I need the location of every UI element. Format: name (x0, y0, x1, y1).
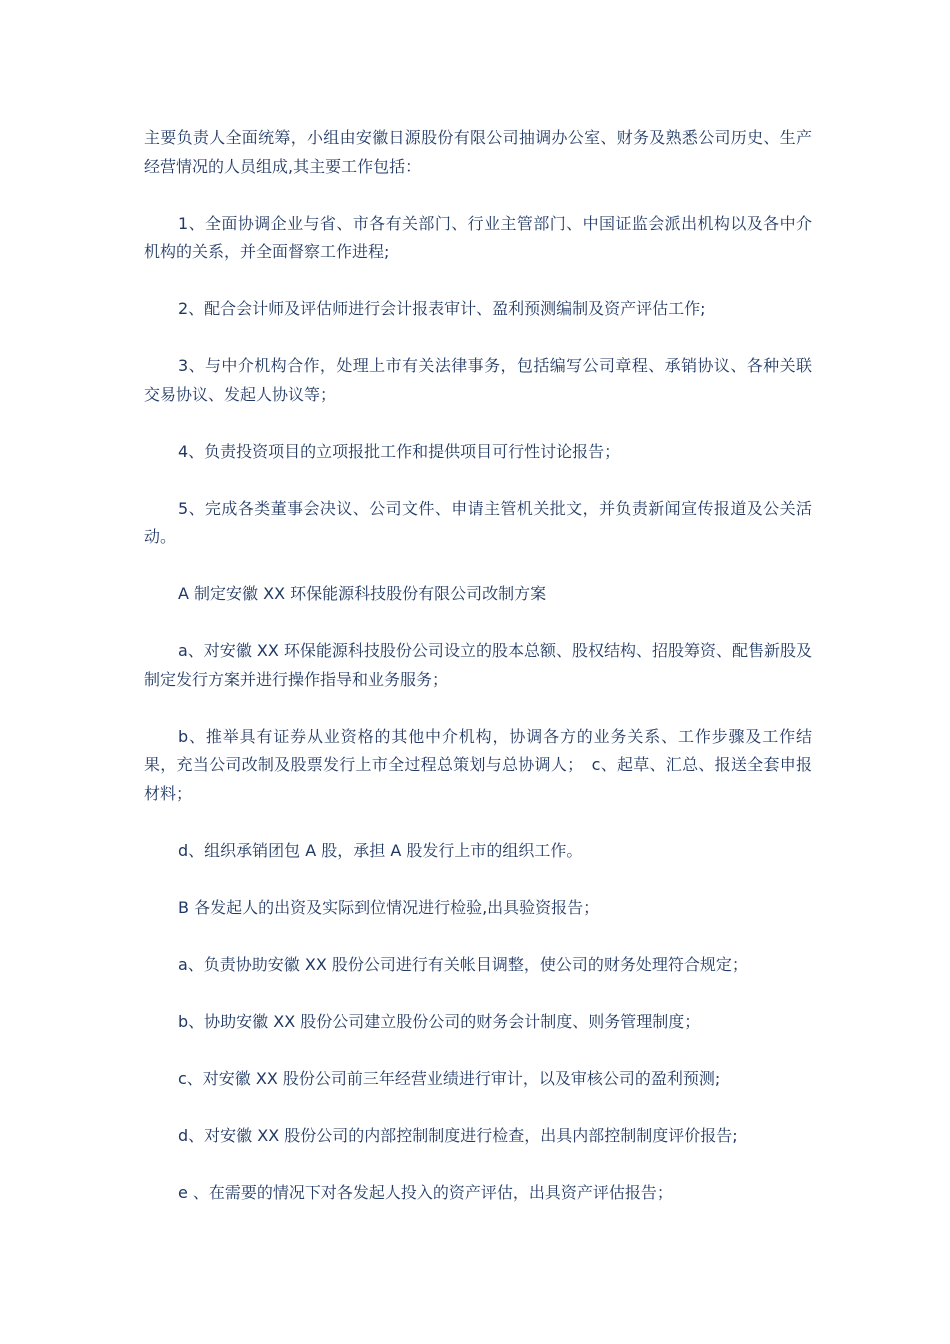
paragraph-a-a: a、对安徽 XX 环保能源科技股份公司设立的股本总额、股权结构、招股筹资、配售新股及制定发行方案并进行操作指导和业务服务； (144, 641, 812, 689)
paragraph-item-5: 5、完成各类董事会决议、公司文件、申请主管机关批文，并负责新闻宣传报道及公关活动。 (144, 498, 812, 546)
paragraph-item-4: 4、负责投资项目的立项报批工作和提供项目可行性讨论报告； (178, 441, 621, 461)
paragraph-a-d: d、组织承销团包 A 股，承担 A 股发行上市的组织工作。 (178, 840, 583, 860)
document-body (144, 124, 812, 1236)
paragraph-b-a: a、负责协助安徽 XX 股份公司进行有关帐目调整，使公司的财务处理符合规定； (178, 954, 748, 974)
section-heading-b: B 各发起人的出资及实际到位情况进行检验,出具验资报告； (178, 897, 600, 917)
paragraph-b-d: d、对安徽 XX 股份公司的内部控制制度进行检查，出具内部控制制度评价报告; (178, 1125, 738, 1145)
paragraph-intro: 主要负责人全面统筹，小组由安徽日源股份有限公司抽调办公室、财务及熟悉公司历史、生产经营情况的人员组成,其主要工作包括： (144, 128, 812, 176)
section-heading-a: A 制定安徽 XX 环保能源科技股份有限公司改制方案 (178, 584, 547, 603)
paragraph-item-1: 1、全面协调企业与省、市各有关部门、行业主管部门、中国证监会派出机构以及各中介机构的关系，并全面督察工作进程; (144, 213, 812, 261)
paragraph-item-2: 2、配合会计师及评估师进行会计报表审计、盈利预测编制及资产评估工作; (178, 299, 706, 318)
paragraph-b-b: b、协助安徽 XX 股份公司建立股份公司的财务会计制度、则务管理制度； (178, 1011, 701, 1031)
paragraph-b-e: e 、在需要的情况下对各发起人投入的资产评估，出具资产评估报告； (178, 1182, 673, 1202)
paragraph-item-3: 3、与中介机构合作，处理上市有关法律事务，包括编写公司章程、承销协议、各种关联交易协议、发起人协议等； (144, 356, 812, 404)
paragraph-b-c: c、对安徽 XX 股份公司前三年经营业绩进行审计，以及审核公司的盈利预测; (178, 1068, 721, 1088)
paragraph-a-b: b、推举具有证券从业资格的其他中介机构，协调各方的业务关系、工作步骤及工作结果，充当公司改制及股票发行上市全过程总策划与总协调人； c、起草、汇总、报送全套申报材料； (144, 726, 812, 803)
